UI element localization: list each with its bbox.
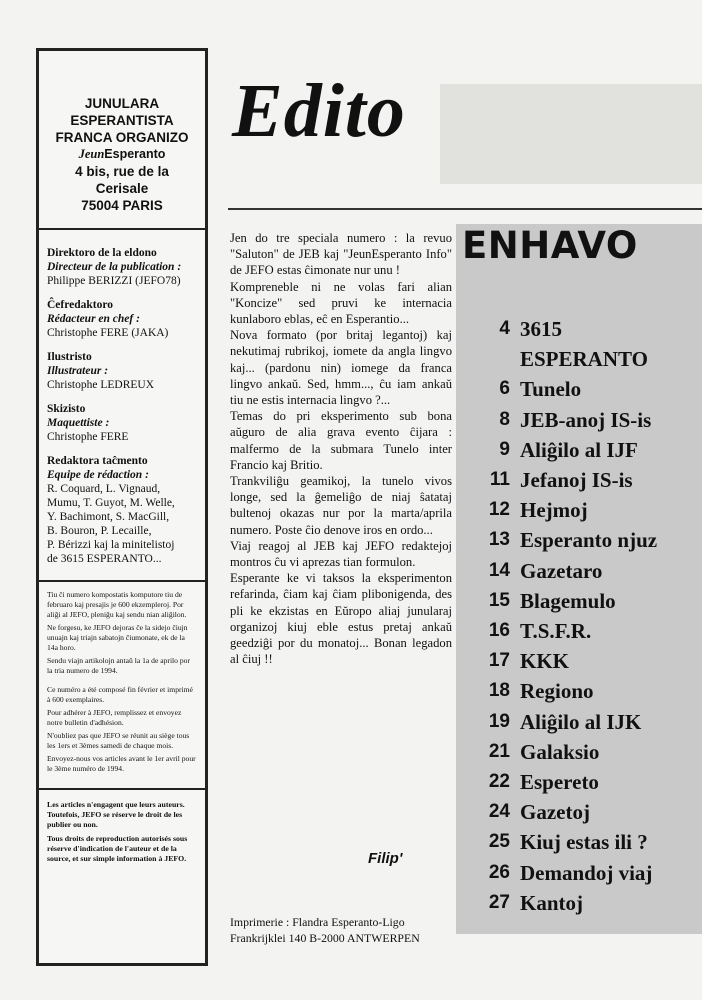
toc-page-number: 14 <box>488 559 510 581</box>
toc-item <box>456 767 702 797</box>
credit-eo: Ĉefredaktoro <box>47 299 114 311</box>
credit-name: Philippe BERIZZI (JEFO78) <box>47 275 181 287</box>
brand-prefix: Jeun <box>78 147 105 161</box>
editorial-paragraph: Nova formato (por britaj legantoj) kaj nekutimaj rubrikoj, iomete da angla lingvo kaj... (pardonu nin) iomege da franca lingvo ankaŭ. Sed, hmm..., ĉu iam ankaŭ tiu ne estis internacia lingvo ?... <box>230 328 452 408</box>
credit-name: Christophe FERE <box>47 431 129 443</box>
printer-line: Imprimerie : Flandra Esperanto-Ligo <box>230 915 405 929</box>
toc-label: Gazetoj <box>520 800 590 825</box>
toc-item <box>456 465 702 495</box>
org-line-3: FRANCA ORGANIZO <box>55 130 189 145</box>
page-title: Edito <box>232 69 406 153</box>
credits-section <box>39 230 205 566</box>
editorial-paragraph: Jen do tre speciala numero : la revuo "Saluton" de JEB kaj "JeunEsperanto Info" de JEFO estas ĉimonate nur unu ! <box>230 231 452 278</box>
toc-page-number: 24 <box>488 801 510 823</box>
note-paragraph: Sendu viajn artikolojn antaŭ la 1a de aprilo por la tria numero de 1994. <box>47 656 190 675</box>
credit-name: B. Bouron, P. Lecaille, <box>47 525 152 537</box>
toc-label: Espereto <box>520 770 599 794</box>
toc-item <box>456 525 702 555</box>
toc-label: Esperanto njuz <box>520 528 658 553</box>
credit-fr: Equipe de rédaction : <box>47 469 149 481</box>
note-paragraph: Envoyez-nous vos articles avant le 1er avril pour le 3ème numéro de 1994. <box>47 754 196 773</box>
toc-page-number: 8 <box>499 408 510 430</box>
toc-label: Demandoj viaj <box>520 860 653 885</box>
toc-item <box>456 556 702 586</box>
toc-page-number: 22 <box>488 771 510 792</box>
toc-label: Kantoj <box>520 890 583 915</box>
credit-fr: Maquettiste : <box>47 417 110 429</box>
printer-line: Frankrijklei 140 B-2000 ANTWERPEN <box>230 931 420 945</box>
toc-page-number: 6 <box>499 378 510 400</box>
toc-label: T.S.F.R. <box>520 619 592 643</box>
credit-eo: Direktoro de la eldono <box>47 247 157 259</box>
toc-page-number: 21 <box>488 740 510 762</box>
toc-label: Regiono <box>520 679 594 704</box>
note-paragraph: Ce numéro a été composé fin février et imprimé à 600 exemplaires. <box>47 685 193 704</box>
editorial-paragraph: Esperante ke vi taksos la eksperimenton refarinda, ĉiam kaj ĉiam plibonigenda, des pli ke ekzistas en Eŭropo aliaj junularaj organizoj kiuj eble estus pretaj ankaŭ geedziĝi por du monatoj... Bonan legadon al ĉiuj !! <box>230 571 452 667</box>
disclaimer-paragraph: Les articles n'engagent que leurs auteurs. Toutefois, JEFO se réserve le droit de les publier ou non. <box>47 800 185 829</box>
toc-label: Blagemulo <box>520 588 616 613</box>
toc-label: Jefanoj IS-is <box>520 468 633 492</box>
toc-item <box>456 858 702 888</box>
toc-item <box>456 435 702 465</box>
toc-item <box>456 827 702 857</box>
toc-label: Gazetaro <box>520 558 603 583</box>
toc-item <box>456 707 702 737</box>
toc-page-number: 16 <box>488 620 510 641</box>
toc-page-number: 19 <box>488 710 510 732</box>
credit-eo: Redaktora taĉmento <box>47 455 148 467</box>
toc-page-number: 25 <box>488 831 510 853</box>
toc-page-number: 11 <box>489 469 510 490</box>
editorial-paragraph: Trankviliĝu geamikoj, la tunelo vivos longe, sed la ĝemeliĝo de niaj ŝatataj bultenoj okazas nur por la marta/aprila numero. Poste ĉio denove iros en ordo... <box>230 474 452 537</box>
toc-item <box>456 344 702 374</box>
toc-page-number: 18 <box>488 680 510 702</box>
toc-label: Hejmoj <box>520 498 588 523</box>
editorial-text <box>230 230 452 667</box>
toc-label: JEB-anoj IS-is <box>520 407 652 432</box>
signature: Filip' <box>368 850 403 867</box>
background-photo-area <box>440 84 702 184</box>
toc-label: 3615 <box>520 317 562 341</box>
brand-suffix: Esperanto <box>104 147 166 161</box>
toc-page-number: 4 <box>499 318 510 339</box>
credit-name: Mumu, T. Guyot, M. Welle, <box>47 497 175 509</box>
toc-page-number: 13 <box>488 529 510 551</box>
toc-label: Galaksio <box>520 739 600 764</box>
toc-page-number: 26 <box>488 861 510 883</box>
printer-info <box>230 914 420 946</box>
toc-label: Aliĝilo al IJK <box>520 709 642 734</box>
note-paragraph: Tiu ĉi numero kompostatis komputore tiu de februaro kaj presajis je 600 ekzempleroj. Por aliĝi al JEFO, pleniĝu kaj sendu nian aliĝilon. <box>47 590 187 619</box>
credit-fr: Illustrateur : <box>47 365 109 377</box>
credit-name: Y. Bachimont, S. MacGill, <box>47 511 170 523</box>
toc-item <box>456 676 702 706</box>
credit-eo: Skizisto <box>47 403 86 415</box>
toc-label: Kiuj estas ili ? <box>520 830 648 855</box>
brand-name <box>39 146 205 163</box>
toc-label: Tunelo <box>520 377 582 402</box>
toc-page-number: 17 <box>488 650 510 672</box>
toc-page-number: 15 <box>488 589 510 611</box>
editorial-paragraph: Kompreneble ni ne volas fari alian "Koncize" sed pruvi ke internacia kunlaboro eblas, eĉ en Esperantio... <box>230 279 452 327</box>
toc-item <box>456 616 702 646</box>
org-line-2: ESPERANTISTA <box>70 113 174 128</box>
masthead-box <box>36 48 208 966</box>
note-paragraph: Ne forgesu, ke JEFO dejoras ĉe la sidejo ĉiujn unuajn kaj triajn sabatojn ĉiumonate, ek de la 14a horo. <box>47 623 188 652</box>
editorial-paragraph: Viaj reagoj al JEB kaj JEFO redaktejoj montros ĉu vi aprezas tian formulon. <box>230 538 452 570</box>
toc-page-number: 27 <box>488 891 510 913</box>
title-rule <box>228 208 702 210</box>
notes-french <box>39 679 205 774</box>
disclaimer <box>39 790 205 864</box>
toc-label: Aliĝilo al IJF <box>520 437 638 462</box>
toc-item <box>456 888 702 918</box>
note-paragraph: N'oubliez pas que JEFO se réunit au siège tous les 1ers et 3èmes samedi de chaque mois. <box>47 731 190 750</box>
toc-item <box>456 737 702 767</box>
credit-fr: Directeur de la publication : <box>47 261 182 273</box>
credit-name: R. Coquard, L. Vignaud, <box>47 483 161 495</box>
org-line-1: JUNULARA <box>84 96 160 111</box>
organization-block <box>39 95 205 214</box>
disclaimer-paragraph: Tous droits de reproduction autorisés sous réserve d'indication de l'auteur et de la source, et sur simple information à JEFO. <box>47 834 188 863</box>
toc-item <box>456 797 702 827</box>
toc-page-number: 9 <box>499 438 510 460</box>
credit-name: Christophe LEDREUX <box>47 379 155 391</box>
credit-name: de 3615 ESPERANTO... <box>47 553 162 565</box>
address-line-1: 4 bis, rue de la <box>75 164 169 179</box>
credit-name: Christophe FERE (JAKA) <box>47 327 169 339</box>
toc-item <box>456 646 702 676</box>
credit-eo: Ilustristo <box>47 351 92 363</box>
credit-name: P. Bérizzi kaj la minitelistoj <box>47 539 175 551</box>
toc-page-number: 12 <box>488 499 510 521</box>
toc-label: ESPERANTO <box>520 347 648 372</box>
toc-item <box>456 405 702 435</box>
toc-item <box>456 314 702 344</box>
notes-esperanto <box>39 582 205 676</box>
credit-fr: Rédacteur en chef : <box>47 313 140 325</box>
toc-heading: ENHAVO <box>462 224 638 267</box>
toc-item <box>456 586 702 616</box>
editorial-paragraph: Temas do pri eksperimento sub bona aŭguro de alia grava evento ĉijara : malfermo de la submara Tunelo inter Francio kaj Britio. <box>230 409 452 472</box>
toc-item <box>456 374 702 404</box>
note-paragraph: Pour adhérer à JEFO, remplissez et envoyez notre bulletin d'adhésion. <box>47 708 182 727</box>
address-line-3: 75004 PARIS <box>81 198 163 213</box>
address-line-2: Cerisale <box>95 181 149 196</box>
toc-item <box>456 495 702 525</box>
toc-label: KKK <box>520 649 570 674</box>
